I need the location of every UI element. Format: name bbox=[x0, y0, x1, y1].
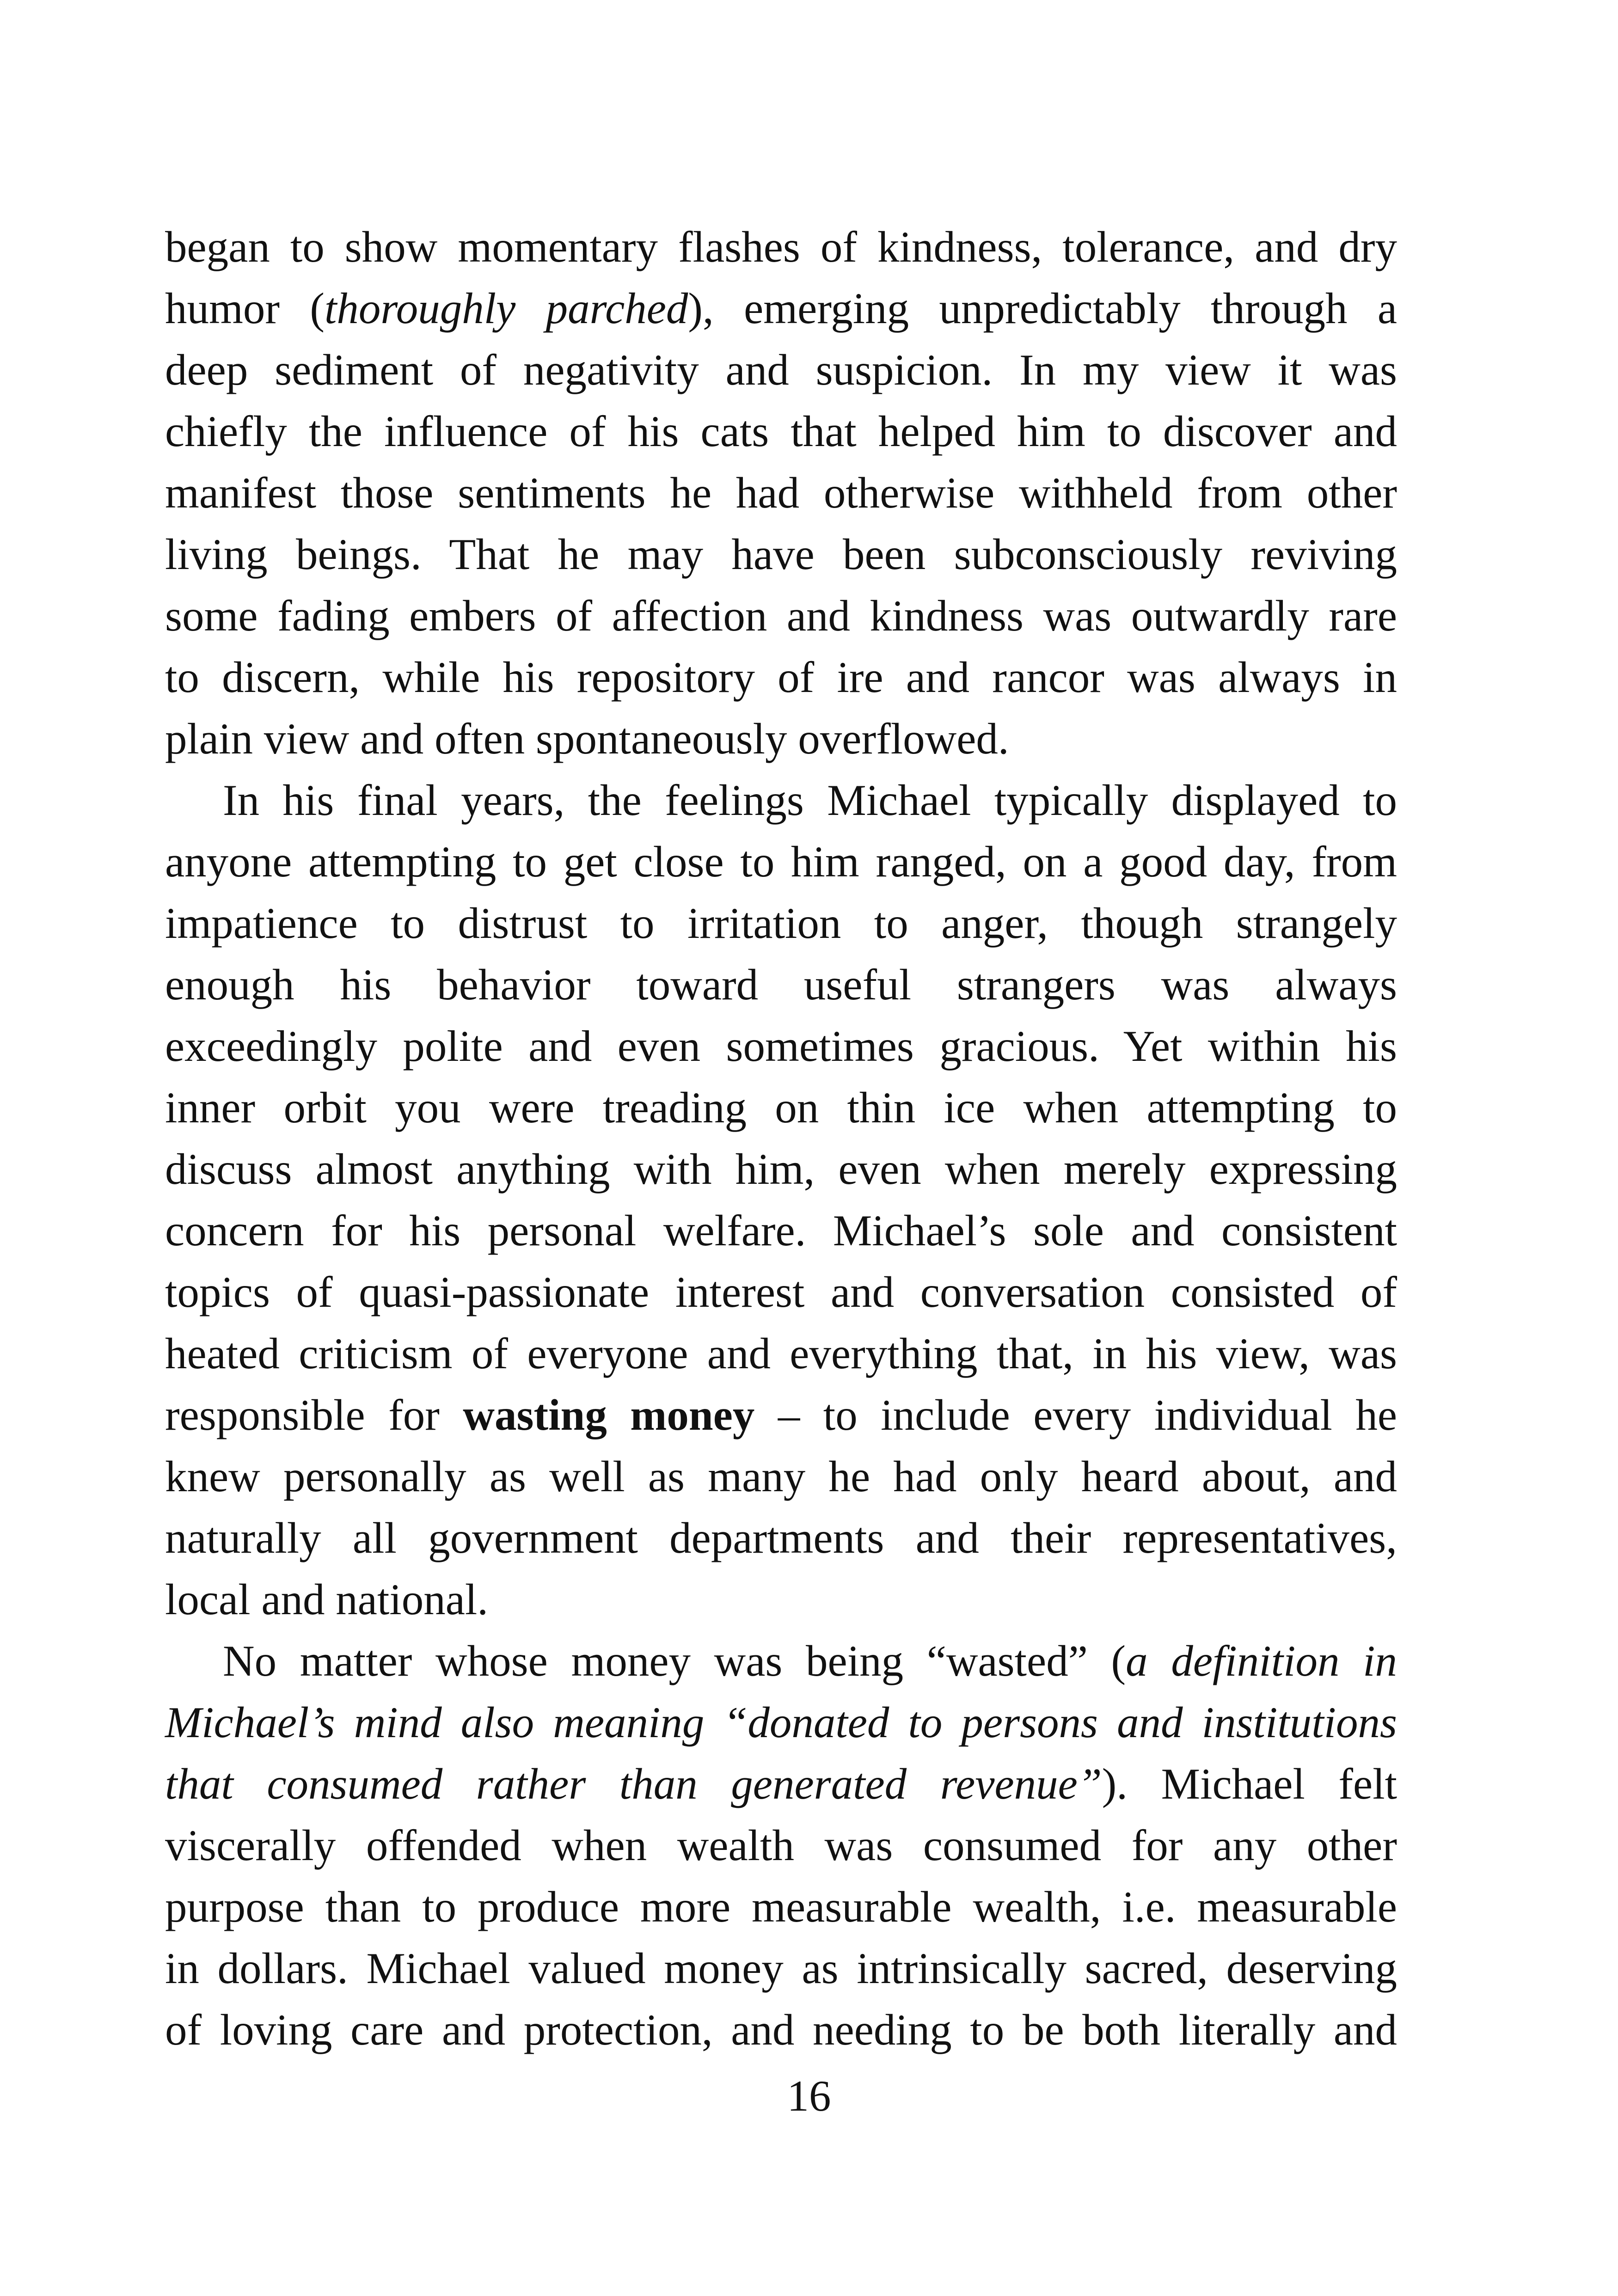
text-run: No matter whose money was being “wasted” ( bbox=[223, 1636, 1126, 1685]
text-run: discuss almost anything with him, even when merely expressing bbox=[165, 1145, 1397, 1194]
text-run: humor ( bbox=[165, 284, 325, 333]
text-run: topics of quasi-passionate interest and conversation consisted of bbox=[165, 1267, 1397, 1316]
italic-text: that consumed rather than generated revenue” bbox=[165, 1759, 1102, 1808]
text-line bbox=[165, 278, 1397, 339]
paragraph bbox=[165, 770, 1397, 1630]
text-line bbox=[165, 1384, 1397, 1446]
text-run: concern for his personal welfare. Michael’s sole and consistent bbox=[165, 1206, 1397, 1255]
text-line bbox=[165, 1692, 1397, 1753]
text-line bbox=[165, 524, 1397, 585]
text-run: manifest those sentiments he had otherwise withheld from other bbox=[165, 468, 1397, 517]
paragraph bbox=[165, 216, 1397, 770]
text-run: living beings. That he may have been subconsciously reviving bbox=[165, 530, 1397, 579]
text-line bbox=[165, 1569, 1397, 1630]
text-run: anyone attempting to get close to him ranged, on a good day, from bbox=[165, 837, 1397, 886]
text-line bbox=[165, 831, 1397, 893]
text-line bbox=[165, 1999, 1397, 2061]
text-run: to discern, while his repository of ire and rancor was always in bbox=[165, 653, 1397, 702]
text-line bbox=[165, 1077, 1397, 1139]
text-line bbox=[165, 1323, 1397, 1384]
text-run: – to include every individual he bbox=[754, 1390, 1397, 1439]
text-line bbox=[165, 1753, 1397, 1815]
text-line bbox=[165, 770, 1397, 831]
text-line bbox=[165, 954, 1397, 1016]
italic-text: Michael’s mind also meaning “donated to persons and institutions bbox=[165, 1698, 1397, 1747]
text-line bbox=[165, 1016, 1397, 1077]
text-run: local and national. bbox=[165, 1575, 489, 1624]
text-line bbox=[165, 216, 1397, 278]
text-line bbox=[165, 462, 1397, 524]
italic-text: a definition in bbox=[1126, 1636, 1397, 1685]
text-run: heated criticism of everyone and everything that, in his view, was bbox=[165, 1329, 1397, 1378]
text-run: chiefly the influence of his cats that helped him to discover and bbox=[165, 407, 1397, 456]
text-line bbox=[165, 1938, 1397, 1999]
text-run: of loving care and protection, and needing to be both literally and bbox=[165, 2005, 1397, 2054]
text-line bbox=[165, 1507, 1397, 1569]
text-line bbox=[165, 647, 1397, 708]
text-run: in dollars. Michael valued money as intrinsically sacred, deserving bbox=[165, 1944, 1397, 1993]
text-run: responsible for bbox=[165, 1390, 463, 1439]
text-line bbox=[165, 1630, 1397, 1692]
text-run: some fading embers of affection and kindness was outwardly rare bbox=[165, 591, 1397, 640]
text-line bbox=[165, 339, 1397, 401]
text-line bbox=[165, 893, 1397, 954]
text-line bbox=[165, 1139, 1397, 1200]
text-run: inner orbit you were treading on thin ice when attempting to bbox=[165, 1083, 1397, 1132]
text-run: enough his behavior toward useful strangers was always bbox=[165, 960, 1397, 1009]
text-run: In his final years, the feelings Michael typically displayed to bbox=[223, 776, 1397, 825]
text-line bbox=[165, 708, 1397, 770]
text-line bbox=[165, 1200, 1397, 1261]
text-run: plain view and often spontaneously overflowed. bbox=[165, 714, 1009, 763]
text-run: ). Michael felt bbox=[1102, 1759, 1397, 1808]
text-line bbox=[165, 585, 1397, 647]
text-line bbox=[165, 1876, 1397, 1938]
text-line bbox=[165, 1446, 1397, 1507]
body-text bbox=[165, 216, 1397, 2061]
paragraph bbox=[165, 1630, 1397, 2061]
text-line bbox=[165, 401, 1397, 462]
text-run: naturally all government departments and their representatives, bbox=[165, 1513, 1397, 1562]
text-line bbox=[165, 1261, 1397, 1323]
text-run: viscerally offended when wealth was consumed for any other bbox=[165, 1821, 1397, 1870]
text-line bbox=[165, 1815, 1397, 1876]
text-run: deep sediment of negativity and suspicion. In my view it was bbox=[165, 345, 1397, 394]
text-run: began to show momentary flashes of kindness, tolerance, and dry bbox=[165, 222, 1397, 271]
text-run: ), emerging unpredictably through a bbox=[688, 284, 1397, 333]
text-run: impatience to distrust to irritation to anger, though strangely bbox=[165, 899, 1397, 948]
text-run: exceedingly polite and even sometimes gracious. Yet within his bbox=[165, 1022, 1397, 1071]
text-run: knew personally as well as many he had only heard about, and bbox=[165, 1452, 1397, 1501]
page-number: 16 bbox=[787, 2071, 831, 2120]
italic-text: thoroughly parched bbox=[324, 284, 688, 333]
text-run: purpose than to produce more measurable wealth, i.e. measurable bbox=[165, 1882, 1397, 1931]
bold-text: wasting money bbox=[463, 1390, 755, 1439]
